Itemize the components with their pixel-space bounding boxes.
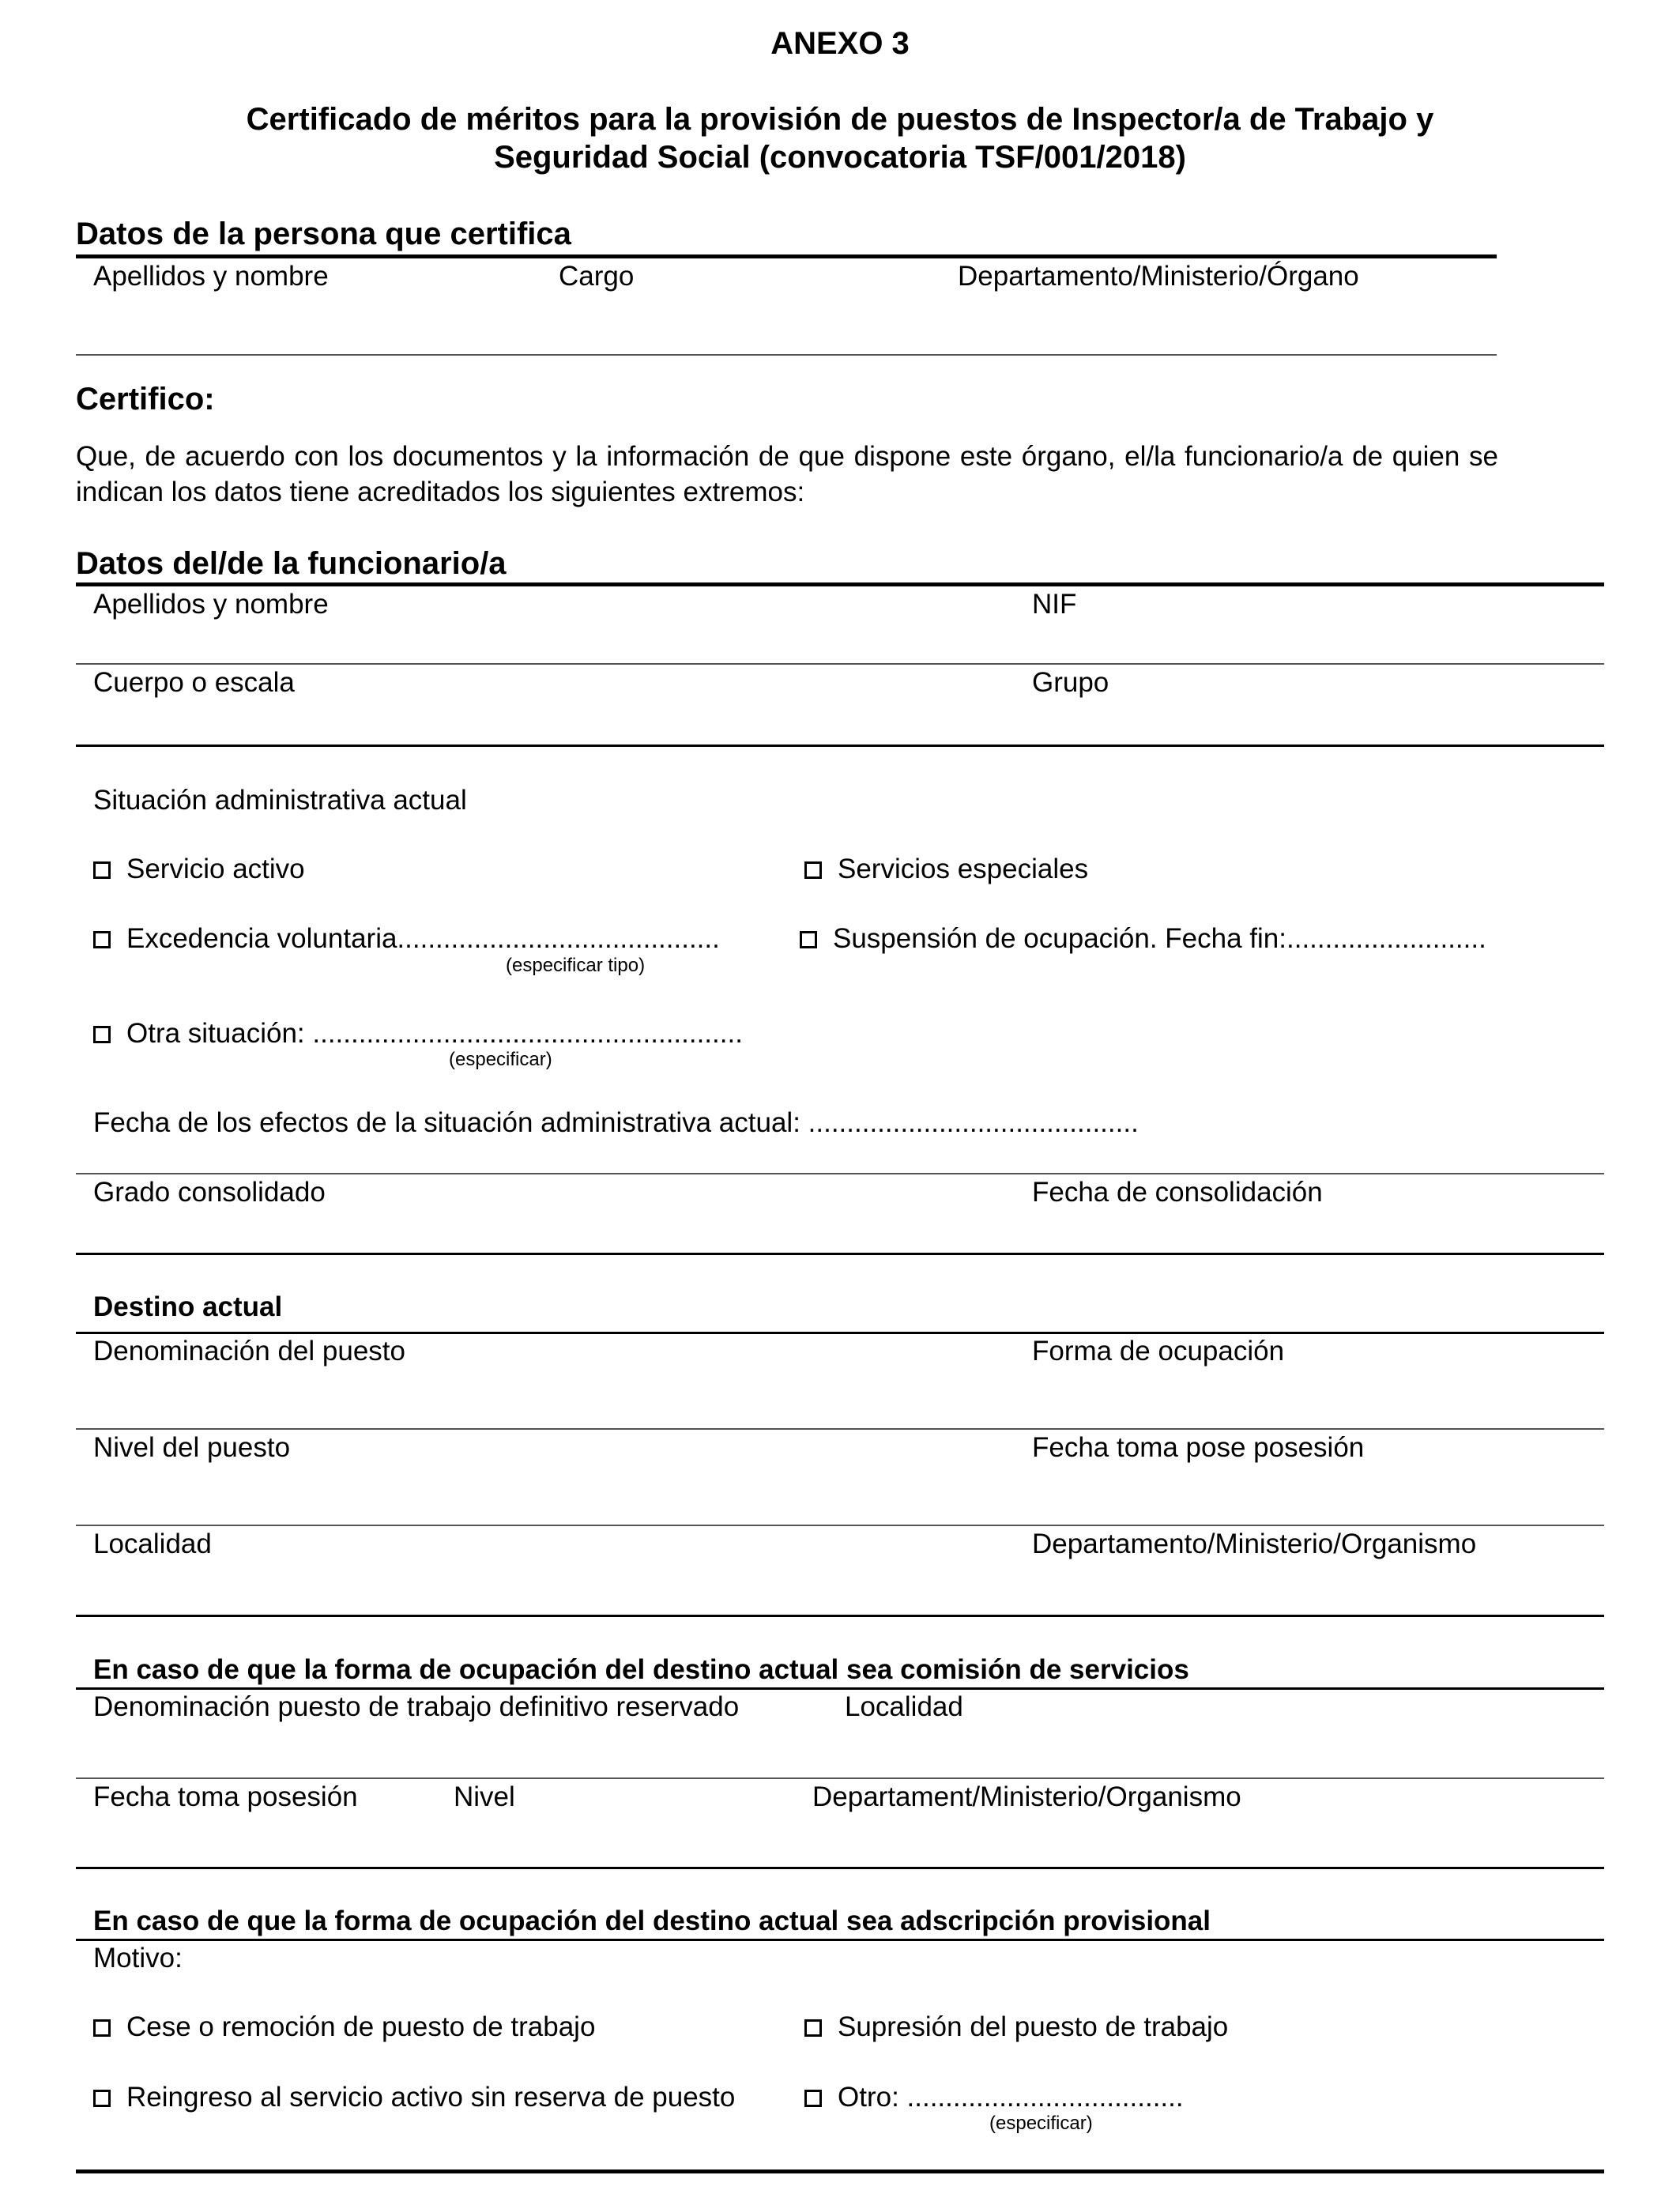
commission-level-label: Nivel [454, 1781, 515, 1812]
page-bottom-rule [76, 2169, 1604, 2173]
option-other-situation-label: Otra situación: ........................................................ [126, 1018, 743, 1049]
grade-date-label: Fecha de consolidación [1032, 1177, 1323, 1208]
official-heading-rule [76, 582, 1604, 586]
certify-heading: Certifico: [76, 382, 215, 417]
leave-hint: (especificar tipo) [506, 955, 646, 976]
current-post-bottom-rule [76, 1615, 1604, 1617]
provisional-heading-rule [76, 1939, 1604, 1941]
current-post-row-rule-2 [76, 1525, 1604, 1526]
effects-date-field[interactable]: Fecha de los efectos de la situación administrativa actual: ........................................... [93, 1107, 1139, 1138]
checkbox-suspension[interactable] [800, 931, 817, 948]
document-title-line-1: Certificado de méritos para la provisión de puestos de Inspector/a de Trabajo y [246, 102, 1434, 137]
option-other-situation[interactable] [93, 1018, 743, 1050]
commission-possession-label: Fecha toma posesión [93, 1781, 358, 1812]
checkbox-special[interactable] [804, 861, 822, 879]
grade-bottom-rule [76, 1253, 1604, 1255]
commission-locality-label: Localidad [845, 1691, 963, 1722]
option-leave[interactable] [93, 923, 720, 955]
option-suppression[interactable] [804, 2011, 1228, 2043]
current-post-possession-label: Fecha toma pose posesión [1032, 1432, 1365, 1463]
official-body-label: Cuerpo o escala [93, 667, 295, 698]
option-special-label: Servicios especiales [838, 854, 1089, 884]
document-title-line-2: Seguridad Social (convocatoria TSF/001/2018) [494, 140, 1186, 175]
provisional-reason-label: Motivo: [93, 1943, 183, 1973]
official-row-rule [76, 663, 1604, 665]
checkbox-other-situation[interactable] [93, 1026, 111, 1043]
option-reentry[interactable] [93, 2082, 735, 2113]
option-leave-label: Excedencia voluntaria.......................................... [126, 923, 720, 954]
official-nif-label: NIF [1032, 589, 1077, 620]
option-suppression-label: Supresión del puesto de trabajo [838, 2011, 1229, 2042]
admin-status-label: Situación administrativa actual [93, 785, 467, 816]
current-post-department-label: Departamento/Ministerio/Organismo [1032, 1529, 1477, 1559]
current-post-name-label: Denominación del puesto [93, 1336, 405, 1367]
certifier-heading-rule [76, 254, 1497, 258]
other-reason-hint: (especificar) [989, 2113, 1093, 2134]
current-post-row-rule-1 [76, 1428, 1604, 1430]
commission-heading-rule [76, 1687, 1604, 1690]
commission-department-label: Departament/Ministerio/Organismo [812, 1781, 1241, 1812]
checkbox-leave[interactable] [93, 931, 111, 948]
checkbox-removal[interactable] [93, 2019, 111, 2037]
certifier-position-label: Cargo [559, 261, 635, 292]
option-removal-label: Cese o remoción de puesto de trabajo [126, 2011, 596, 2042]
current-post-locality-label: Localidad [93, 1529, 212, 1559]
annex-title: ANEXO 3 [770, 26, 910, 61]
option-other-reason[interactable] [804, 2082, 1184, 2113]
commission-bottom-rule [76, 1867, 1604, 1869]
other-situation-hint: (especificar) [449, 1049, 552, 1070]
effects-bottom-rule [76, 1173, 1604, 1174]
current-post-heading-rule [76, 1332, 1604, 1334]
current-post-heading: Destino actual [93, 1291, 283, 1322]
certify-paragraph: Que, de acuerdo con los documentos y la información de que dispone este órgano, el/la funcionario/a de quien se indican los datos tiene acreditados los siguientes extremos: [76, 441, 1498, 507]
certifier-heading: Datos de la persona que certifica [76, 217, 571, 251]
official-bottom-rule [76, 745, 1604, 747]
commission-heading: En caso de que la forma de ocupación del destino actual sea comisión de servicios [93, 1654, 1189, 1685]
option-active-label: Servicio activo [126, 854, 305, 884]
provisional-heading: En caso de que la forma de ocupación del destino actual sea adscripción provisional [93, 1906, 1211, 1936]
current-post-occupation-label: Forma de ocupación [1032, 1336, 1285, 1367]
checkbox-active[interactable] [93, 861, 111, 879]
option-active[interactable] [93, 854, 305, 885]
certifier-bottom-rule [76, 354, 1497, 356]
official-heading: Datos del/de la funcionario/a [76, 546, 507, 581]
option-other-reason-label: Otro: .................................... [838, 2082, 1184, 2113]
option-removal[interactable] [93, 2011, 595, 2043]
checkbox-reentry[interactable] [93, 2090, 111, 2107]
option-reentry-label: Reingreso al servicio activo sin reserva de puesto [126, 2082, 736, 2113]
official-group-label: Grupo [1032, 667, 1109, 698]
option-special[interactable] [804, 854, 1088, 885]
certifier-department-label: Departamento/Ministerio/Órgano [958, 261, 1359, 292]
option-suspension[interactable] [800, 923, 1486, 955]
option-suspension-label: Suspensión de ocupación. Fecha fin:.......................... [833, 923, 1486, 954]
official-name-label: Apellidos y nombre [93, 589, 329, 620]
checkbox-suppression[interactable] [804, 2019, 822, 2037]
grade-label: Grado consolidado [93, 1177, 326, 1208]
certifier-name-label: Apellidos y nombre [93, 261, 329, 292]
commission-row-rule [76, 1777, 1604, 1779]
current-post-level-label: Nivel del puesto [93, 1432, 291, 1463]
commission-reserved-post-label: Denominación puesto de trabajo definitivo reservado [93, 1691, 740, 1722]
checkbox-other-reason[interactable] [804, 2090, 822, 2107]
